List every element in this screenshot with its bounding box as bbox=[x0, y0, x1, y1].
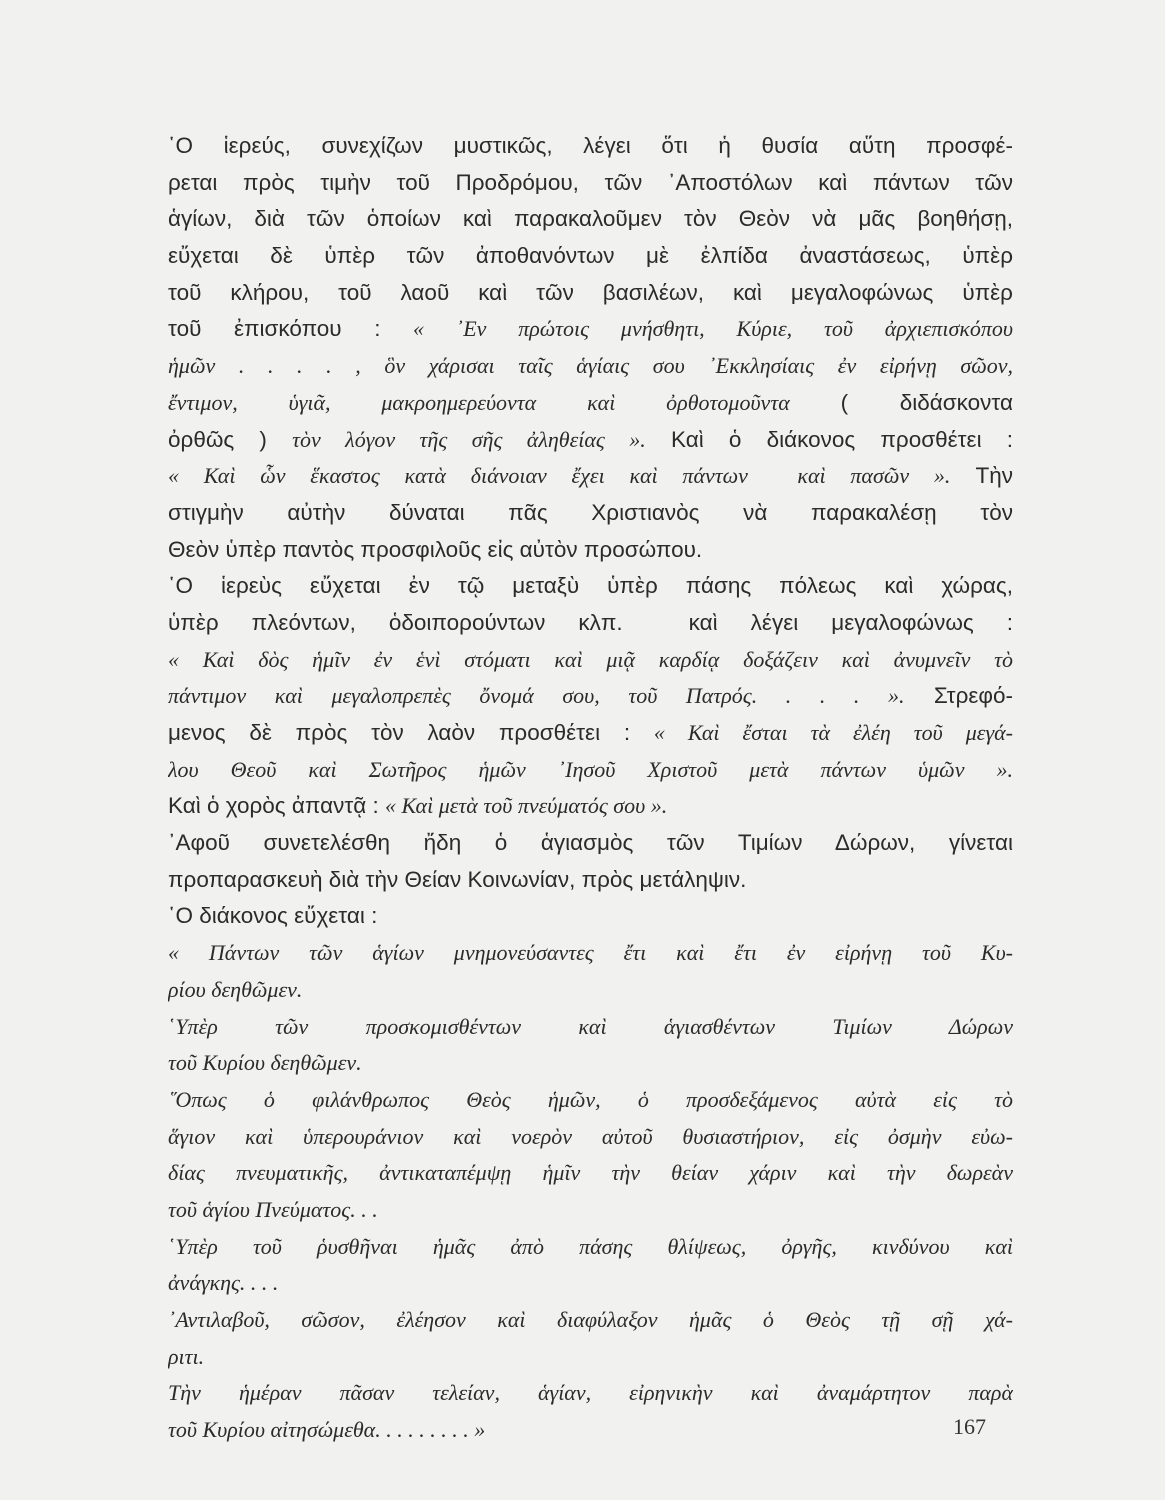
text-line bbox=[168, 898, 1013, 935]
text-line bbox=[168, 825, 1013, 862]
text-line bbox=[168, 201, 1013, 238]
italic-quote-text: « Πάντων τῶν ἁγίων μνημονεύσαντες ἔτι καὶ ἔτι ἐν εἰρήνῃ τοῦ Κυ- bbox=[168, 940, 1013, 966]
body-text-segment: εὔχεται δὲ ὑπὲρ τῶν ἀποθανόντων μὲ ἐλπίδα ἀναστάσεως, ὑπὲρ bbox=[168, 243, 1013, 269]
text-line bbox=[168, 1229, 1013, 1266]
italic-quote-text: Τὴν ἡμέραν πᾶσαν τελείαν, ἁγίαν, εἰρηνικὴν καὶ ἀναμάρτητον παρὰ bbox=[168, 1380, 1013, 1406]
italic-quote-text: τὸν λόγον τῆς σῆς ἀληθείας ». bbox=[292, 426, 646, 452]
text-line bbox=[168, 972, 1013, 1009]
body-text-segment: Καὶ ὁ διάκονος προσθέτει : bbox=[645, 426, 1013, 452]
italic-quote-text: τοῦ Κυρίου αἰτησώμεθα. . . . . . . . . » bbox=[168, 1417, 486, 1443]
italic-quote-text: ἅγιον καὶ ὑπερουράνιον καὶ νοερὸν αὐτοῦ θυσιαστήριον, εἰς ὀσμὴν εὐω- bbox=[168, 1123, 1013, 1149]
text-line bbox=[168, 1375, 1013, 1412]
text-line bbox=[168, 1265, 1013, 1302]
body-text-segment: στιγμὴν αὐτὴν δύναται πᾶς Χριστιανὸς νὰ παρακαλέσῃ τὸν bbox=[168, 499, 1013, 525]
italic-quote-text: « ᾿Εν πρώτοις μνήσθητι, Κύριε, τοῦ ἀρχιεπισκόπου bbox=[413, 316, 1013, 342]
italic-quote-text: δίας πνευματικῆς, ἀντικαταπέμψῃ ἡμῖν τὴν θείαν χάριν καὶ τὴν δωρεὰν bbox=[168, 1160, 1013, 1186]
text-line bbox=[168, 1045, 1013, 1082]
italic-quote-text: τοῦ Κυρίου δεηθῶμεν. bbox=[168, 1050, 362, 1076]
body-text-segment: μενος δὲ πρὸς τὸν λαὸν προσθέτει : bbox=[168, 720, 654, 745]
italic-quote-text: τοῦ ἁγίου Πνεύματος. . . bbox=[168, 1196, 378, 1222]
italic-quote-text: λου Θεοῦ καὶ Σωτῆρος ἡμῶν ᾿Ιησοῦ Χριστοῦ μετὰ πάντων ὑμῶν ». bbox=[168, 756, 1013, 782]
italic-quote-text: ᾿Αντιλαβοῦ, σῶσον, ἐλέησον καὶ διαφύλαξον ἡμᾶς ὁ Θεὸς τῇ σῇ χά- bbox=[168, 1307, 1013, 1332]
text-line bbox=[168, 1192, 1013, 1229]
italic-quote-text: « Καὶ δὸς ἡμῖν ἐν ἑνὶ στόματι καὶ μιᾷ καρδίᾳ δοξάζειν καὶ ἀνυμνεῖν τὸ bbox=[168, 646, 1013, 672]
text-line bbox=[168, 678, 1013, 715]
text-line bbox=[168, 275, 1013, 312]
text-line bbox=[168, 495, 1013, 532]
body-text bbox=[168, 128, 1013, 1449]
body-text-segment: Θεὸν ὑπὲρ παντὸς προσφιλοῦς εἰς αὐτὸν προσώπου. bbox=[168, 536, 703, 562]
italic-quote-text: ριτι. bbox=[168, 1343, 205, 1369]
italic-quote-text: ῞Οπως ὁ φιλάνθρωπος Θεὸς ἡμῶν, ὁ προσδεξάμενος αὐτὰ εἰς τὸ bbox=[168, 1086, 1013, 1112]
italic-quote-text: « Καὶ μετὰ τοῦ πνεύματός σου ». bbox=[385, 793, 668, 819]
body-text-segment: τοῦ κλήρου, τοῦ λαοῦ καὶ τῶν βασιλέων, καὶ μεγαλοφώνως ὑπὲρ bbox=[168, 279, 1013, 305]
body-text-segment: ρεται πρὸς τιμὴν τοῦ Προδρόμου, τῶν ᾿Αποστόλων καὶ πάντων τῶν bbox=[168, 169, 1013, 195]
text-line bbox=[168, 1119, 1013, 1156]
text-line bbox=[168, 128, 1013, 165]
body-text-segment: ῾Ο διάκονος εὔχεται : bbox=[168, 903, 378, 929]
body-text-segment: τοῦ ἐπισκόπου : bbox=[168, 316, 414, 342]
text-line bbox=[168, 385, 1013, 422]
body-text-segment: ῾Ο ἱερεύς, συνεχίζων μυστικῶς, λέγει ὅτι ἡ θυσία αὕτη προσφέ- bbox=[168, 133, 1013, 158]
body-text-segment: ὀρθῶς ) bbox=[168, 426, 293, 452]
text-line bbox=[168, 752, 1013, 789]
italic-quote-text: ῾Υπὲρ τῶν προσκομισθέντων καὶ ἁγιασθέντων Τιμίων Δώρων bbox=[168, 1013, 1013, 1039]
text-line bbox=[168, 1302, 1013, 1339]
body-text-segment: ( διδάσκοντα bbox=[840, 389, 1013, 415]
italic-quote-text: ἀνάγκης. . . . bbox=[168, 1270, 279, 1296]
text-line bbox=[168, 238, 1013, 275]
text-line bbox=[168, 788, 1013, 825]
page-number: 167 bbox=[953, 1414, 986, 1439]
text-line bbox=[168, 1155, 1013, 1192]
body-text-segment: Στρεφό- bbox=[904, 683, 1013, 709]
text-line bbox=[168, 532, 1013, 569]
text-line bbox=[168, 642, 1013, 679]
italic-quote-text: « Καὶ ἔσται τὰ ἐλέη τοῦ μεγά- bbox=[653, 720, 1013, 745]
italic-quote-text: ρίου δεηθῶμεν. bbox=[168, 976, 303, 1002]
italic-quote-text: ἔντιμον, ὑγιᾶ, μακροημερεύοντα καὶ ὀρθοτομοῦντα bbox=[168, 389, 841, 415]
body-text-segment: Καὶ ὁ χορὸς ἀπαντᾷ : bbox=[168, 793, 386, 819]
text-line bbox=[168, 458, 1013, 495]
text-line bbox=[168, 1412, 1013, 1449]
text-line bbox=[168, 348, 1013, 385]
italic-quote-text: πάντιμον καὶ μεγαλοπρεπὲς ὄνομά σου, τοῦ Πατρός. . . . ». bbox=[168, 683, 905, 709]
body-text-segment: ῾Ο ἱερεὺς εὔχεται ἐν τῷ μεταξὺ ὑπὲρ πάσης πόλεως καὶ χώρας, bbox=[168, 573, 1013, 599]
text-line bbox=[168, 935, 1013, 972]
text-line bbox=[168, 862, 1013, 899]
body-text-segment: ἁγίων, διὰ τῶν ὁποίων καὶ παρακαλοῦμεν τὸν Θεὸν νὰ μᾶς βοηθήσῃ, bbox=[168, 206, 1013, 232]
italic-quote-text: ἡμῶν . . . . , ὃν χάρισαι ταῖς ἁγίαις σου ᾿Εκκλησίαις ἐν εἰρήνῃ σῶον, bbox=[168, 353, 1013, 379]
text-line bbox=[168, 311, 1013, 348]
text-line bbox=[168, 1082, 1013, 1119]
text-line bbox=[168, 1009, 1013, 1046]
body-text-segment: ᾿Αφοῦ συνετελέσθη ἤδη ὁ ἁγιασμὸς τῶν Τιμίων Δώρων, γίνεται bbox=[168, 830, 1013, 856]
text-line bbox=[168, 568, 1013, 605]
italic-quote-text: ῾Υπὲρ τοῦ ῥυσθῆναι ἡμᾶς ἀπὸ πάσης θλίψεως, ὀργῆς, κινδύνου καὶ bbox=[168, 1233, 1013, 1259]
text-line bbox=[168, 715, 1013, 752]
italic-quote-text: « Καὶ ὧν ἕκαστος κατὰ διάνοιαν ἔχει καὶ πάντων καὶ πασῶν ». bbox=[168, 463, 951, 489]
body-text-segment: ὑπὲρ πλεόντων, ὁδοιπορούντων κλπ. καὶ λέγει μεγαλοφώνως : bbox=[168, 609, 1013, 635]
text-line bbox=[168, 165, 1013, 202]
text-line bbox=[168, 1339, 1013, 1376]
text-line bbox=[168, 605, 1013, 642]
body-text-segment: Τὴν bbox=[950, 463, 1013, 489]
text-line bbox=[168, 422, 1013, 459]
body-text-segment: προπαρασκευὴ διὰ τὴν Θείαν Κοινωνίαν, πρὸς μετάληψιν. bbox=[168, 866, 747, 892]
